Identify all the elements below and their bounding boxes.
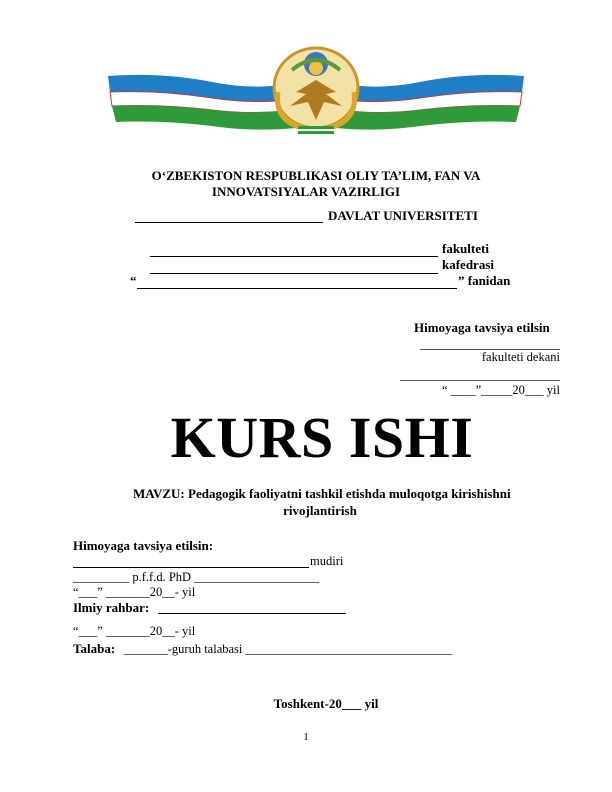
head-blank <box>73 567 309 568</box>
topic-line-2: rivojlantirish <box>283 503 357 518</box>
university-label: DAVLAT UNIVERSITETI <box>328 208 478 223</box>
page-title: KURS ISHI <box>170 405 474 470</box>
emblem-banner <box>102 40 530 140</box>
university-blank <box>135 222 323 223</box>
ministry-line-1: O‘ZBEKISTON RESPUBLIKASI OLIY TA’LIM, FAN VA <box>151 168 481 183</box>
subject-blank <box>137 288 457 289</box>
faculty-label: fakulteti <box>442 241 489 256</box>
place-year: Toshkent-20___ yil <box>273 696 379 711</box>
approval-blank-2 <box>400 380 560 381</box>
faculty-blank <box>150 256 438 257</box>
group-line: _______-guruh talabasi _________________________________ <box>124 642 452 656</box>
date-line-2: “___” _______20__- yil <box>73 624 196 638</box>
department-label: kafedrasi <box>442 257 494 272</box>
subject-open-quote: “ <box>130 273 137 288</box>
left-flag-icon <box>108 75 296 130</box>
topic-line-1: MAVZU: Pedagogik faoliyatni tashkil etishda muloqotga kirishishni <box>133 486 511 501</box>
dean-label: fakulteti dekani <box>481 350 560 364</box>
approval-heading: Himoyaga tavsiya etilsin <box>414 320 550 335</box>
recommend-heading: Himoyaga tavsiya etilsin: <box>73 538 214 553</box>
page-number: 1 <box>303 731 309 743</box>
subject-label: ” fanidan <box>458 273 511 288</box>
advisor-label: Ilmiy rahbar: <box>73 600 150 615</box>
ministry-line-2: INNOVATSIYALAR VAZIRLIGI <box>211 184 401 199</box>
student-label: Talaba: <box>73 641 116 656</box>
advisor-blank <box>158 613 346 614</box>
date-line-1: “___” _______20__- yil <box>73 585 196 599</box>
approval-date: “ ____”_____20___ yil <box>441 383 560 397</box>
head-label: mudiri <box>310 554 344 568</box>
right-flag-icon <box>336 75 524 130</box>
coat-of-arms-icon <box>274 48 358 134</box>
department-blank <box>150 273 438 274</box>
degree-line: _________ p.f.f.d. PhD ____________________ <box>73 570 320 584</box>
